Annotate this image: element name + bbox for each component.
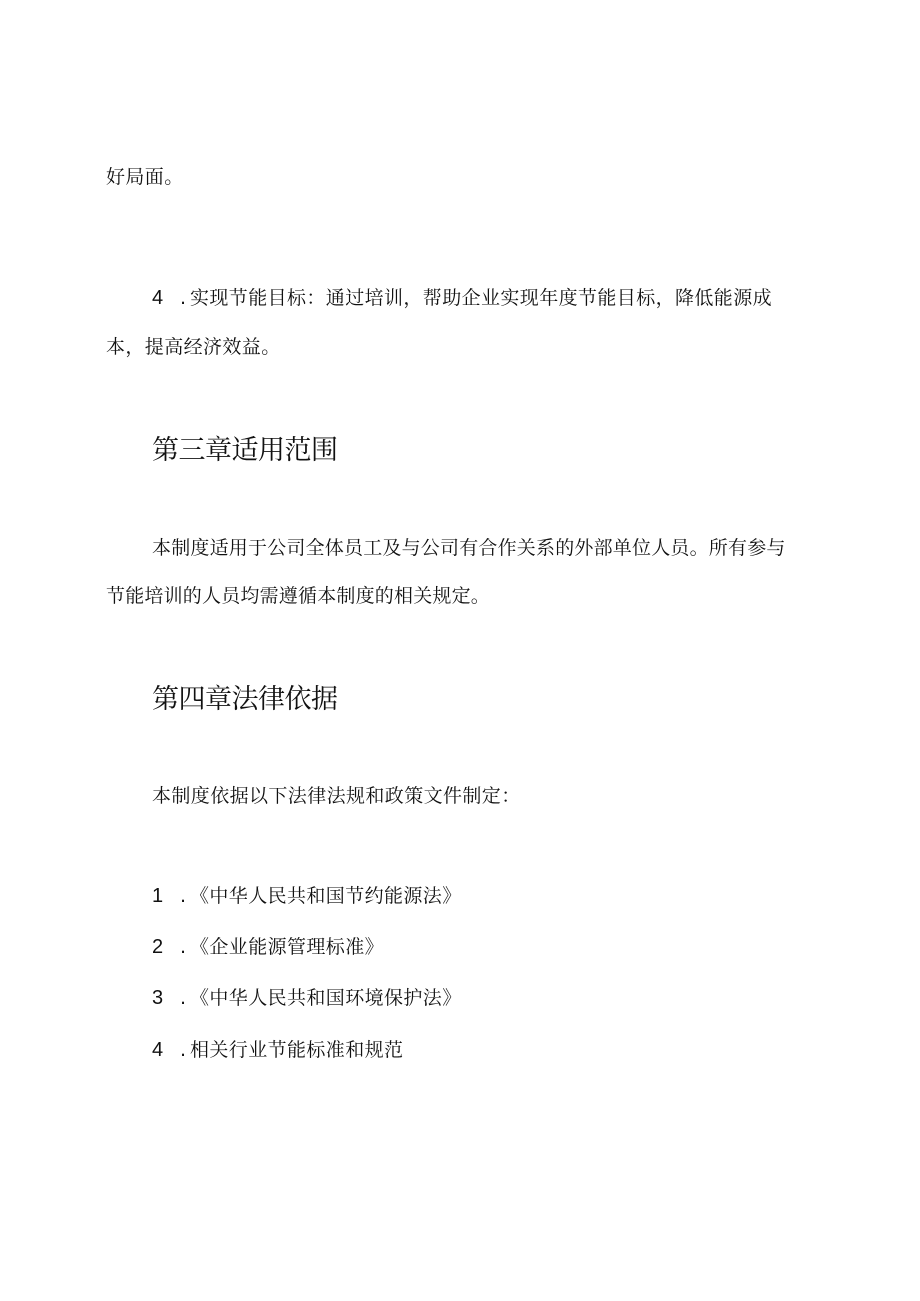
chapter-3-paragraph-line-1: 本制度适用于公司全体员工及与公司有合作关系的外部单位人员。所有参与	[152, 537, 786, 559]
item-number: 3	[152, 987, 164, 1009]
item-text: 实现节能目标：通过培训，帮助企业实现年度节能目标，降低能源成	[190, 287, 773, 309]
objective-item-4-continued: 本，提高经济效益。	[106, 336, 281, 358]
law-list-item	[152, 935, 384, 959]
chapter-3-heading: 第三章适用范围	[152, 435, 338, 466]
chapter-3-paragraph-line-2: 节能培训的人员均需遵循本制度的相关规定。	[106, 585, 491, 607]
item-dot: .	[180, 287, 187, 309]
item-text: 《中华人民共和国环境保护法》	[190, 987, 462, 1009]
chapter-4-intro: 本制度依据以下法律法规和政策文件制定：	[152, 785, 521, 807]
item-number: 4	[152, 1039, 164, 1061]
item-dot: .	[180, 987, 187, 1009]
objective-item-4	[152, 286, 772, 310]
item-number: 4	[152, 287, 164, 309]
item-dot: .	[180, 885, 187, 907]
law-list-item	[152, 1038, 403, 1062]
item-dot: .	[180, 1039, 187, 1061]
item-text: 《中华人民共和国节约能源法》	[190, 885, 462, 907]
law-list-item	[152, 884, 462, 908]
law-list-item	[152, 986, 462, 1010]
chapter-4-heading: 第四章法律依据	[152, 684, 338, 715]
item-text: 《企业能源管理标准》	[190, 936, 385, 958]
item-number: 1	[152, 885, 164, 907]
item-dot: .	[180, 936, 187, 958]
item-number: 2	[152, 936, 164, 958]
item-text: 相关行业节能标准和规范	[190, 1039, 404, 1061]
continuation-text: 好局面。	[106, 166, 184, 188]
